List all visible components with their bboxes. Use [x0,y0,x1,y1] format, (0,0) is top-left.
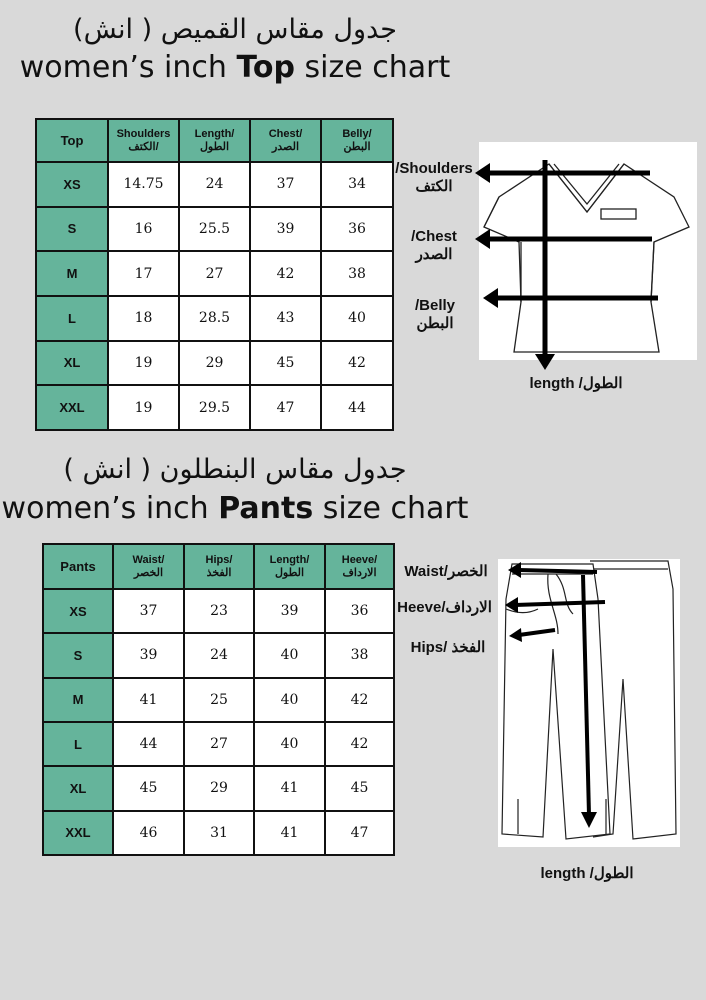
table-header-cell [179,119,250,162]
title-text: women’s inch [19,50,237,85]
size-cell: L [36,296,108,341]
value-cell: 41 [254,766,325,810]
table-row [43,722,394,766]
top-length-label: length /الطول [529,375,623,392]
table-row [43,633,394,677]
value-cell: 46 [113,811,184,855]
length-arrow [583,575,589,815]
value-cell: 36 [325,589,394,633]
size-cell: XS [36,162,108,207]
value-cell: 39 [250,207,321,252]
heeve-arrow [515,602,605,605]
value-cell: 19 [108,341,179,386]
value-cell: 45 [250,341,321,386]
pants-title-english [0,491,470,526]
header-label: Pants [60,559,96,574]
value-cell: 31 [184,811,254,855]
value-cell: 41 [113,678,184,722]
value-cell: 16 [108,207,179,252]
value-cell: 37 [250,162,321,207]
label-en: /Belly [414,297,456,314]
table-header-cell [325,544,394,589]
header-label-arabic: الارداف [342,566,377,579]
value-cell: 17 [108,251,179,296]
value-cell: 44 [321,385,393,430]
value-cell: 39 [113,633,184,677]
value-cell: 38 [321,251,393,296]
size-cell: XS [43,589,113,633]
pants-length-label: length /الطول [540,865,634,882]
value-cell: 45 [325,766,394,810]
label-en: /Chest [411,228,457,245]
table-row [36,296,393,341]
table-header-cell [250,119,321,162]
chest-label [398,228,470,263]
title-text: size chart [295,50,451,85]
size-cell: S [43,633,113,677]
value-cell: 43 [250,296,321,341]
value-cell: 28.5 [179,296,250,341]
table-header-cell [254,544,325,589]
shoulders-label [394,160,474,195]
header-label-arabic: الفخذ [206,566,232,579]
pants-title-arabic: جدول مقاس البنطلون ( انش ) [63,454,407,485]
header-label: Heeve/ [341,553,378,566]
value-cell: 29 [184,766,254,810]
title-text: size chart [313,491,469,526]
value-cell: 40 [321,296,393,341]
value-cell: 24 [184,633,254,677]
value-cell: 14.75 [108,162,179,207]
value-cell: 39 [254,589,325,633]
value-cell: 42 [325,678,394,722]
hips-label: Hips/ الفخذ [410,639,486,656]
header-label-arabic: الطول [199,140,230,153]
table-row [43,678,394,722]
size-cell: XXL [36,385,108,430]
pants-measure-arrows [505,560,615,830]
value-cell: 19 [108,385,179,430]
size-cell: XL [43,766,113,810]
value-cell: 37 [113,589,184,633]
value-cell: 42 [250,251,321,296]
header-label: Hips/ [205,553,233,566]
header-label: Belly/ [342,127,372,140]
header-label-arabic: البطن [343,140,371,153]
top-measure-arrows [472,150,667,370]
waist-arrow [519,570,597,572]
header-label: Chest/ [268,127,303,140]
title-bold-text: Pants [218,491,314,526]
header-label-arabic: /الكتف [128,140,159,153]
value-cell: 23 [184,589,254,633]
value-cell: 25.5 [179,207,250,252]
table-row [36,162,393,207]
table-header-cell [184,544,254,589]
heeve-label: Heeve/الارداف [397,599,492,616]
value-cell: 18 [108,296,179,341]
size-cell: M [36,251,108,296]
value-cell: 40 [254,678,325,722]
value-cell: 27 [184,722,254,766]
value-cell: 40 [254,722,325,766]
table-header-cell [36,119,108,162]
header-label: Length/ [194,127,235,140]
table-header-cell [321,119,393,162]
header-label: Waist/ [132,553,165,566]
belly-label [400,297,470,332]
table-header-cell [43,544,113,589]
value-cell: 41 [254,811,325,855]
pants-size-table [42,543,395,856]
hips-arrow [519,630,555,635]
table-header-cell [113,544,184,589]
header-label-arabic: الخصر [133,566,164,579]
size-cell: XL [36,341,108,386]
label-ar: الكتف [415,178,453,195]
size-cell: S [36,207,108,252]
value-cell: 25 [184,678,254,722]
table-row [36,251,393,296]
value-cell: 45 [113,766,184,810]
top-title-arabic: جدول مقاس القميص ( انش) [73,14,397,45]
table-row [43,766,394,810]
table-row [36,385,393,430]
header-label: Length/ [269,553,310,566]
title-text: women’s inch [1,491,219,526]
value-cell: 38 [325,633,394,677]
value-cell: 42 [321,341,393,386]
table-row [36,341,393,386]
header-label: Shoulders [116,127,171,140]
value-cell: 27 [179,251,250,296]
label-en: /Shoulders [395,160,473,177]
label-ar: الصدر [415,246,453,263]
title-bold-text: Top [236,50,296,85]
value-cell: 47 [250,385,321,430]
table-row [43,589,394,633]
value-cell: 42 [325,722,394,766]
size-cell: M [43,678,113,722]
table-header-row [43,544,394,589]
value-cell: 34 [321,162,393,207]
table-row [36,207,393,252]
header-label-arabic: الطول [274,566,305,579]
value-cell: 36 [321,207,393,252]
label-ar: البطن [416,315,454,332]
header-label: Top [60,133,84,148]
value-cell: 24 [179,162,250,207]
table-header-cell [108,119,179,162]
size-cell: XXL [43,811,113,855]
value-cell: 47 [325,811,394,855]
value-cell: 44 [113,722,184,766]
top-size-table [35,118,394,431]
table-header-row [36,119,393,162]
table-row [43,811,394,855]
waist-label: Waist/الخصر [404,563,488,580]
value-cell: 40 [254,633,325,677]
top-title-english [0,50,470,85]
header-label-arabic: الصدر [271,140,300,153]
value-cell: 29 [179,341,250,386]
size-cell: L [43,722,113,766]
value-cell: 29.5 [179,385,250,430]
